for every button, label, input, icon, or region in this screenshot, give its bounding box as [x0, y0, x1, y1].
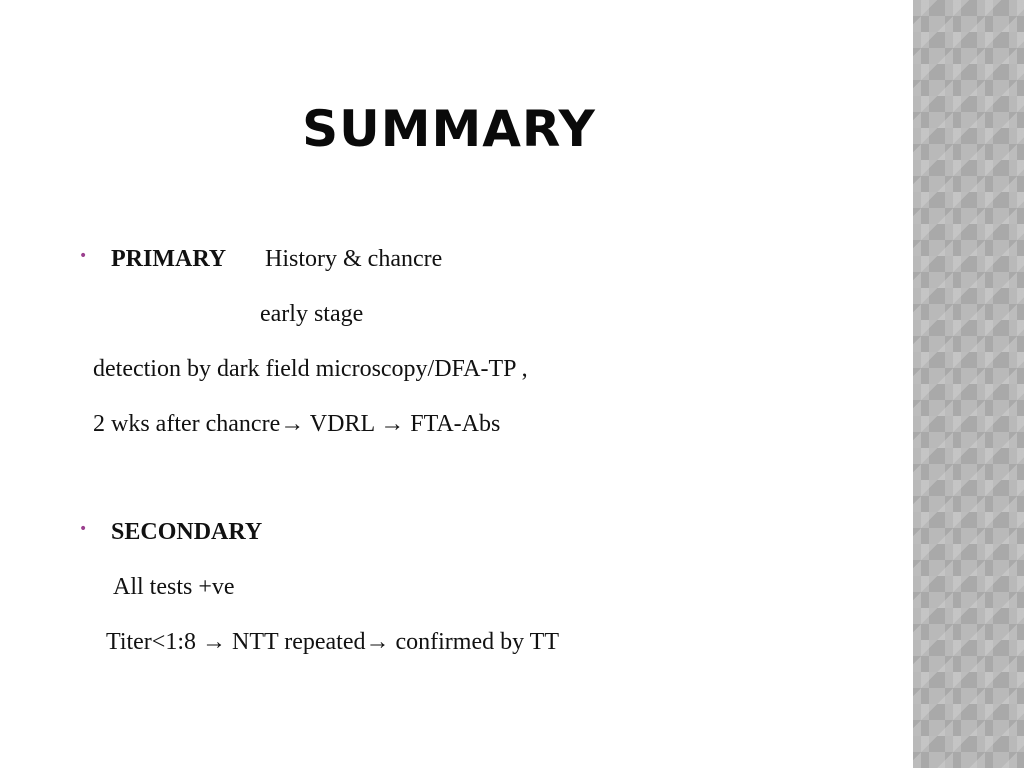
- primary-heading: PRIMARY: [111, 246, 227, 272]
- bullet-primary: •: [79, 248, 88, 264]
- decorative-pattern-panel: [913, 0, 1024, 768]
- primary-line-1: History & chancre: [265, 246, 443, 272]
- secondary-heading: SECONDARY: [111, 519, 263, 545]
- secondary-line-2: All tests +ve: [113, 574, 235, 600]
- primary-line-2: early stage: [260, 301, 364, 327]
- slide-title: SUMMARY: [302, 100, 596, 158]
- bullet-secondary: •: [79, 521, 88, 537]
- primary-line-3: detection by dark field microscopy/DFA-TP ,: [93, 356, 528, 382]
- primary-line-4: 2 wks after chancre→ VDRL → FTA-Abs: [93, 411, 501, 437]
- secondary-line-3: Titer<1:8 → NTT repeated→ confirmed by TT: [106, 629, 559, 655]
